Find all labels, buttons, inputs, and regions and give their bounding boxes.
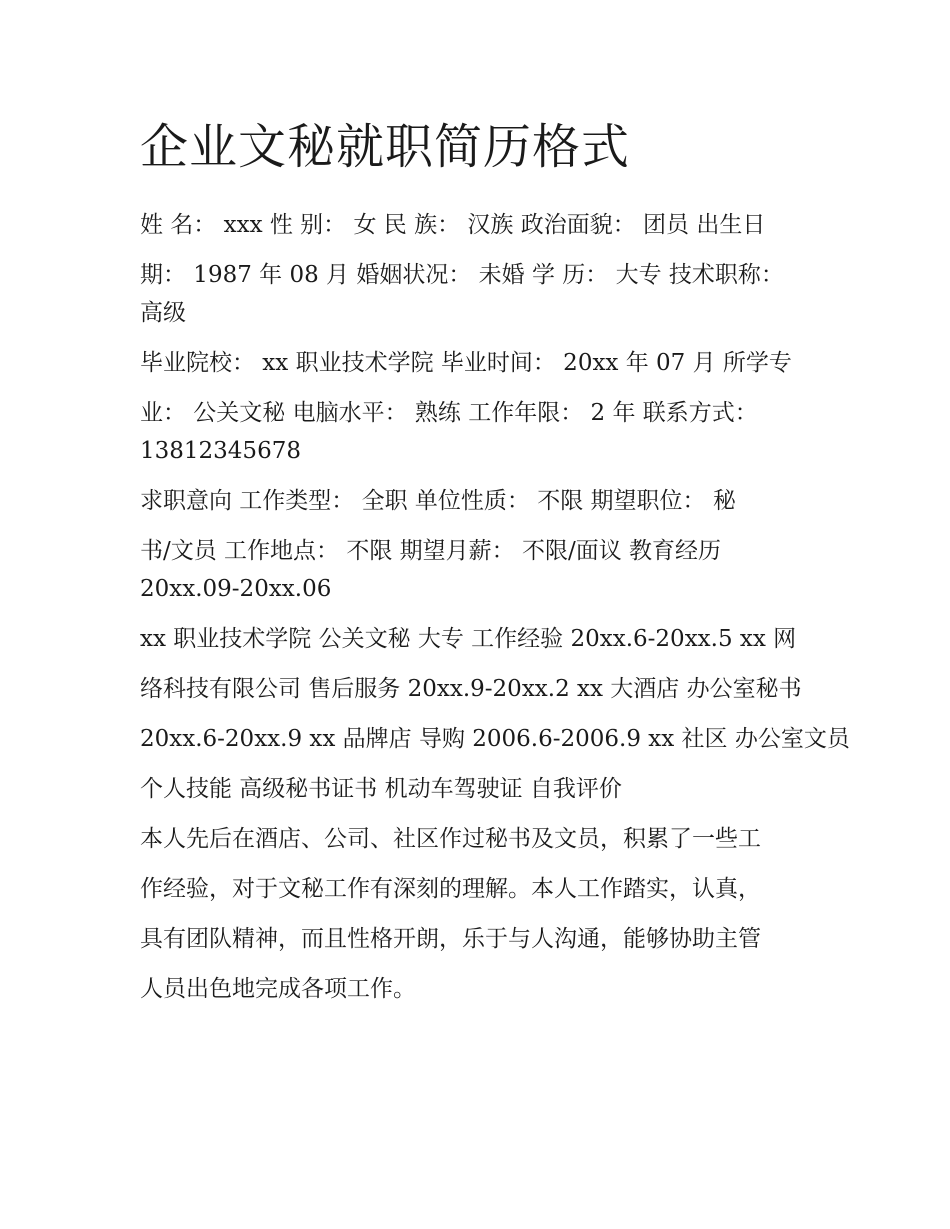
document-title: 企业文秘就职简历格式 bbox=[140, 119, 631, 175]
text-line: 个人技能 高级秘书证书 机动车驾驶证 自我评价 bbox=[140, 776, 622, 802]
text-line: 求职意向 工作类型： 全职 单位性质： 不限 期望职位： 秘 bbox=[140, 488, 736, 514]
text-line: 期： 1987 年 08 月 婚姻状况： 未婚 学 历： 大专 技术职称： bbox=[140, 262, 784, 288]
text-line: 业： 公关文秘 电脑水平： 熟练 工作年限： 2 年 联系方式： bbox=[140, 400, 758, 426]
text-line: 毕业院校： xx 职业技术学院 毕业时间： 20xx 年 07 月 所学专 bbox=[140, 350, 792, 376]
text-line: 高级 bbox=[140, 300, 186, 326]
text-line: 本人先后在酒店、公司、社区作过秘书及文员，积累了一些工 bbox=[140, 826, 761, 852]
text-line: 人员出色地完成各项工作。 bbox=[140, 976, 416, 1002]
text-line: 络科技有限公司 售后服务 20xx.9-20xx.2 xx 大酒店 办公室秘书 bbox=[140, 676, 802, 702]
text-line: 姓 名： xxx 性 别： 女 民 族： 汉族 政治面貌： 团员 出生日 bbox=[140, 212, 766, 238]
text-line: 作经验，对于文秘工作有深刻的理解。本人工作踏实，认真， bbox=[140, 876, 761, 902]
text-line: xx 职业技术学院 公关文秘 大专 工作经验 20xx.6-20xx.5 xx 网 bbox=[140, 626, 797, 652]
text-line: 20xx.09-20xx.06 bbox=[140, 576, 332, 602]
text-line: 13812345678 bbox=[140, 438, 301, 464]
document-content bbox=[140, 112, 850, 1014]
text-line: 20xx.6-20xx.9 xx 品牌店 导购 2006.6-2006.9 xx 社区 办公室文员 bbox=[140, 726, 850, 752]
text-line: 书/文员 工作地点： 不限 期望月薪： 不限/面议 教育经历 bbox=[140, 538, 722, 564]
text-line: 具有团队精神，而且性格开朗，乐于与人沟通，能够协助主管 bbox=[140, 926, 761, 952]
